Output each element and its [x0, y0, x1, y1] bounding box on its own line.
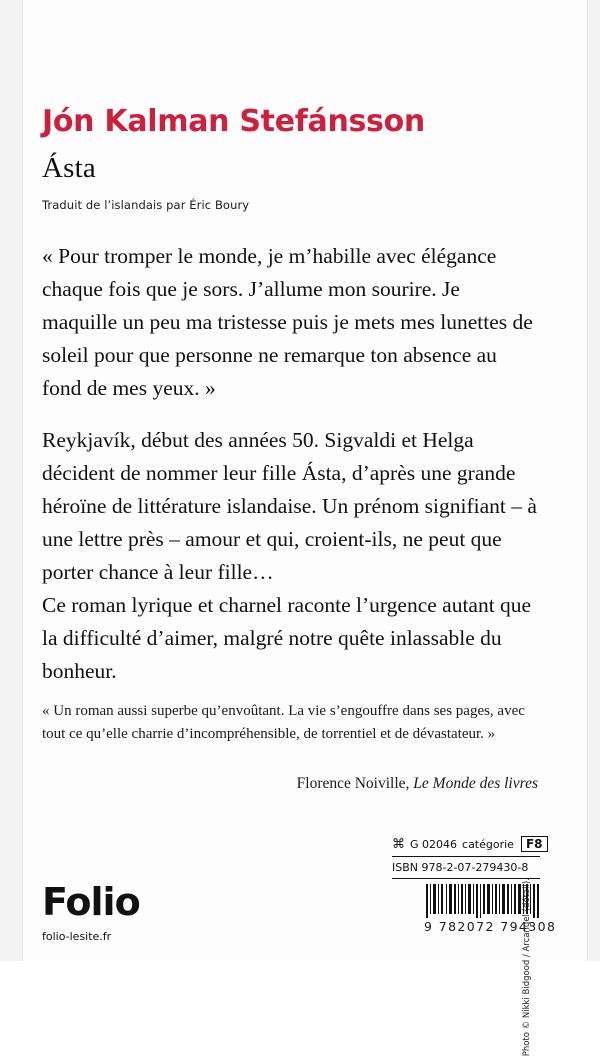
folio-website: folio-lesite.fr — [42, 930, 112, 943]
spine-strip-right — [587, 0, 600, 961]
synopsis — [42, 424, 538, 688]
barcode-digits: 9 782072 794308 — [424, 919, 557, 934]
cover-content — [42, 0, 557, 1056]
press-review-publication: Le Monde des livres — [413, 775, 538, 792]
photo-credit: Photo © Nikki Bidgood / Arcangel (détail). — [522, 878, 532, 1056]
translator-credit: Traduit de l’islandais par Éric Boury — [42, 198, 250, 212]
synopsis-paragraph-2: Ce roman lyrique et charnel raconte l’urgence autant que la difficulté d’aimer, malgré notre quête inlassable du bonheur. — [42, 593, 532, 683]
category-label: catégorie — [462, 837, 514, 851]
press-review-quote: « Un roman aussi superbe qu’envoûtant. La vie s’engouffre dans ses pages, avec tout ce qu’elle charrie d’incompréhensible, de torrentiel et de dévastateur. » — [42, 703, 525, 742]
synopsis-paragraph-1: Reykjavík, début des années 50. Sigvaldi et Helga décident de nommer leur fille Ásta, d’après une grande héroïne de littérature islandaise. Un prénom signifiant – à une lettre près – amour et qui, croient-ils, ne peut que porter chance à leur fille… — [42, 428, 537, 584]
isbn-number: ISBN 978-2-07-279430-8 — [392, 857, 540, 879]
gallimard-mark-icon: ⌘ — [392, 836, 405, 852]
imprint-reference-line — [392, 836, 543, 857]
folio-logo: Folio — [42, 880, 140, 924]
press-review-source — [42, 775, 538, 793]
press-review-author: Florence Noiville, — [296, 775, 414, 792]
book-title: Ásta — [42, 152, 96, 184]
spine-strip-left — [0, 0, 23, 961]
category-value: F8 — [521, 836, 548, 852]
isbn-block — [392, 836, 543, 879]
imprint-reference: G 02046 — [410, 837, 458, 851]
excerpt-quote: « Pour tromper le monde, je m’habille avec élégance chaque fois que je sors. J’allume mon sourire. Je maquille un peu ma tristesse puis je mets mes lunettes de soleil pour que personne ne remarque ton absence au fond de mes yeux. » — [42, 244, 533, 400]
book-author: Jón Kalman Stefánsson — [42, 104, 425, 139]
